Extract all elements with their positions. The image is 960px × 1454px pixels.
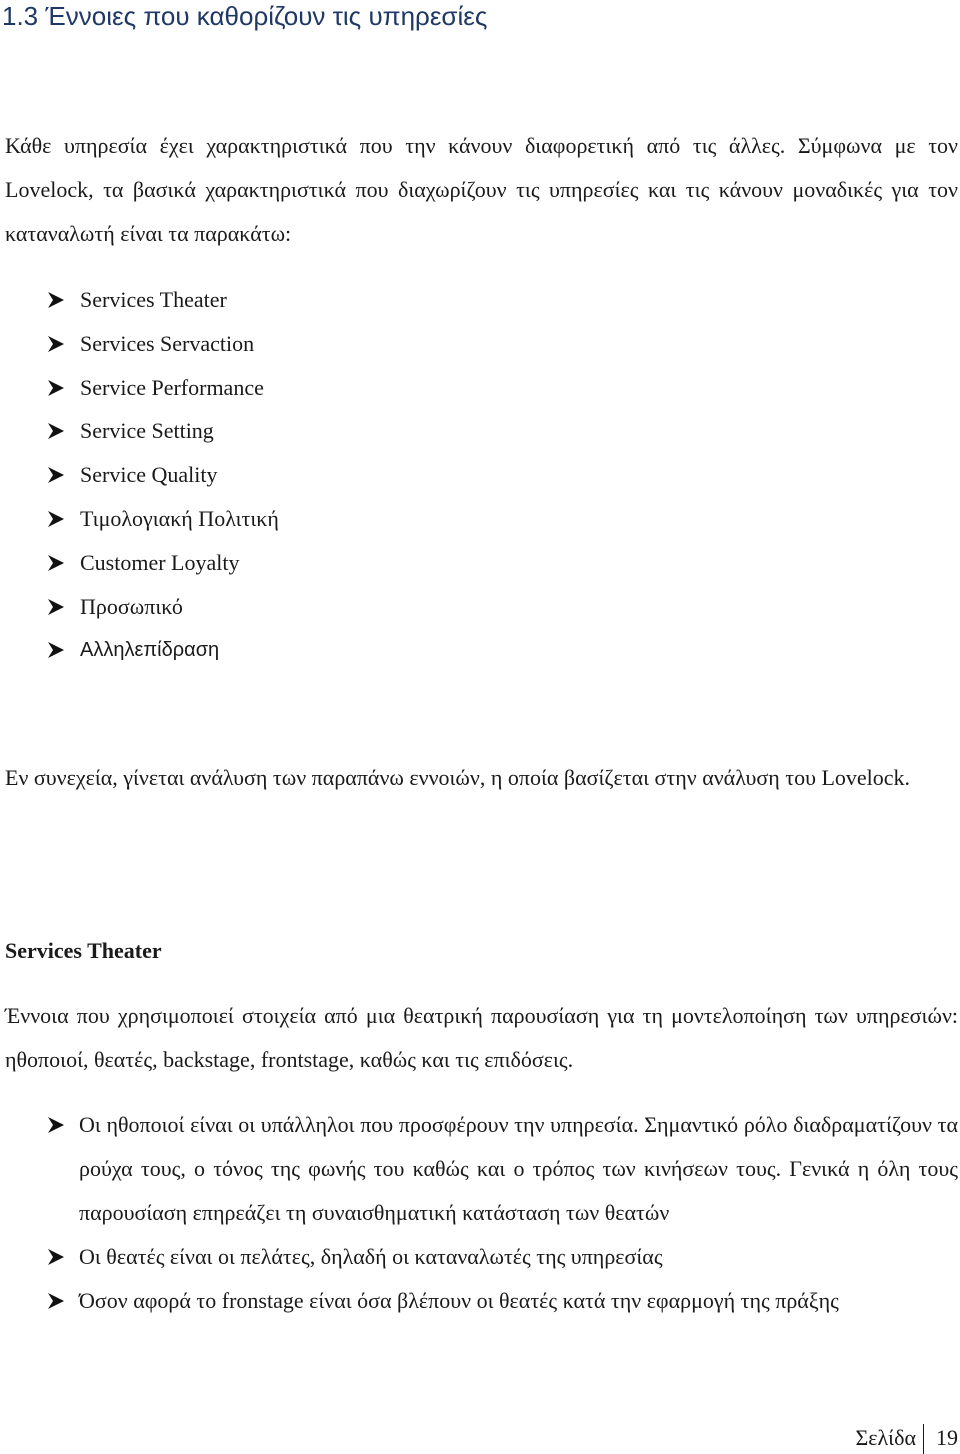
feature-label: Service Quality [80, 462, 218, 488]
arrowhead-bullet-icon [45, 545, 67, 581]
services-theater-title: Services Theater [5, 938, 162, 963]
list-item [0, 326, 279, 370]
page-footer [660, 1422, 960, 1454]
arrowhead-bullet-icon [45, 326, 67, 362]
feature-label: Τιμολογιακή Πολιτική [80, 505, 279, 531]
arrowhead-bullet-icon [45, 1239, 67, 1275]
arrowhead-bullet-icon [45, 282, 67, 318]
analysis-paragraph: Εν συνεχεία, γίνεται ανάλυση των παραπάνω εννοιών, η οποία βασίζεται στην ανάλυση του Lovelock. [5, 765, 911, 790]
feature-label: Αλληλεπίδραση [80, 639, 220, 662]
arrowhead-bullet-icon [45, 413, 67, 449]
intro-paragraph: Κάθε υπηρεσία έχει χαρακτηριστικά που την κάνουν διαφορετική από τις άλλες. Σύμφωνα με τον Lovelock, τα βασικά χαρακτηριστικά που διαχωρίζουν τις υπηρεσίες και τις κάνουν μοναδικές για τον καταναλωτή είναι τα παρακάτω: [5, 133, 958, 246]
list-item [0, 457, 279, 501]
services-theater-definition: Έννοια που χρησιμοποιεί στοιχεία από μια θεατρική παρουσίαση για τη μοντελοποίηση των υπηρεσιών: ηθοποιοί, θεατές, backstage, frontstage, καθώς και τις επιδόσεις. [5, 1003, 958, 1072]
list-item [0, 1103, 958, 1235]
list-item [0, 545, 279, 589]
list-item [0, 1279, 958, 1323]
feature-label: Services Theater [80, 287, 227, 312]
arrowhead-bullet-icon [45, 1283, 67, 1319]
list-item [0, 589, 279, 633]
features-list [0, 282, 279, 676]
theater-point-text: Οι ηθοποιοί είναι οι υπάλληλοι που προσφέρουν την υπηρεσία. Σημαντικό ρόλο διαδραματίζουν τα ρούχα τους, ο τόνος της φωνής του καθώς και ο τρόπος των κινήσεων τους. Γενικά η όλη τους παρουσίαση επηρεάζει τη συναισθηματική κατάσταση των θεατών [79, 1112, 958, 1225]
list-item [0, 1235, 958, 1279]
list-item [0, 632, 279, 676]
arrowhead-bullet-icon [45, 501, 67, 537]
theater-points-list [0, 1103, 958, 1323]
section-heading: 1.3 Έννοιες που καθορίζουν τις υπηρεσίες [2, 1, 488, 31]
arrowhead-bullet-icon [45, 457, 67, 493]
arrowhead-bullet-icon [45, 1107, 67, 1143]
list-item [0, 413, 279, 457]
footer-divider [923, 1424, 924, 1454]
feature-label: Προσωπικό [80, 593, 183, 619]
feature-label: Service Setting [80, 418, 214, 444]
arrowhead-bullet-icon [45, 370, 67, 406]
feature-label: Service Performance [80, 374, 264, 400]
arrowhead-bullet-icon [45, 589, 67, 625]
list-item [0, 370, 279, 414]
feature-label: Customer Loyalty [80, 549, 240, 575]
page-number: 19 [936, 1425, 958, 1450]
list-item [0, 501, 279, 545]
feature-label: Services Servaction [80, 330, 255, 356]
theater-point-text: Οι θεατές είναι οι πελάτες, δηλαδή οι καταναλωτές της υπηρεσίας [79, 1244, 663, 1269]
arrowhead-bullet-icon [45, 632, 67, 668]
list-item [0, 282, 279, 326]
page-label: Σελίδα [855, 1425, 916, 1450]
theater-point-text: Όσον αφορά το fronstage είναι όσα βλέπουν οι θεατές κατά την εφαρμογή της πράξης [79, 1288, 839, 1313]
